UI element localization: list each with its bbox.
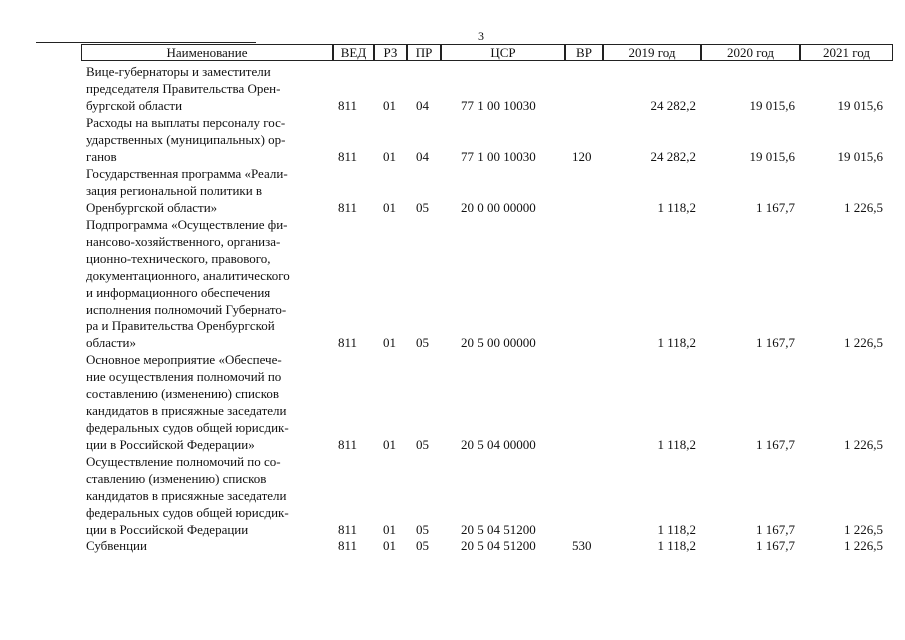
header-name: Наименование — [81, 44, 333, 61]
row-ved: 811 — [338, 522, 358, 537]
row-csr: 20 5 00 00000 — [461, 335, 536, 350]
row-2019: 1 118,2 — [657, 437, 696, 452]
row-2019: 1 118,2 — [657, 522, 696, 537]
row-ved: 811 — [338, 437, 358, 452]
header-rz: РЗ — [374, 44, 407, 61]
row-2019: 1 118,2 — [657, 335, 696, 350]
row-pr: 05 — [416, 437, 429, 452]
row-rz: 01 — [383, 538, 396, 553]
row-2021: 1 226,5 — [844, 335, 883, 350]
row-2020: 1 167,7 — [756, 200, 795, 215]
row-2021: 1 226,5 — [844, 538, 883, 553]
row-rz: 01 — [383, 335, 396, 350]
row-name: Государственная программа «Реали- зация региональной политики в Оренбургской области» — [86, 166, 288, 215]
row-2020: 1 167,7 — [756, 538, 795, 553]
row-2021: 1 226,5 — [844, 437, 883, 452]
row-2019: 24 282,2 — [650, 98, 696, 113]
row-2020: 1 167,7 — [756, 437, 795, 452]
header-2021: 2021 год — [800, 44, 893, 61]
row-ved: 811 — [338, 335, 358, 350]
row-rz: 01 — [383, 98, 396, 113]
row-2021: 19 015,6 — [837, 98, 883, 113]
row-pr: 05 — [416, 335, 429, 350]
row-2021: 19 015,6 — [837, 149, 883, 164]
row-2020: 1 167,7 — [756, 522, 795, 537]
row-2019: 24 282,2 — [650, 149, 696, 164]
row-name: Расходы на выплаты персоналу гос- ударственных (муниципальных) ор- ганов — [86, 115, 286, 164]
row-2020: 1 167,7 — [756, 335, 795, 350]
row-name: Основное мероприятие «Обеспече- ние осуществления полномочий по составлению (изменению) списков кандидатов в присяжные заседатели федеральных судов общей юрисдик- ции в Российской Федерации» — [86, 352, 289, 452]
row-ved: 811 — [338, 149, 358, 164]
header-2019: 2019 год — [603, 44, 701, 61]
row-2019: 1 118,2 — [657, 538, 696, 553]
row-pr: 04 — [416, 98, 429, 113]
page-number: 3 — [478, 29, 484, 43]
row-2020: 19 015,6 — [749, 98, 795, 113]
row-2020: 19 015,6 — [749, 149, 795, 164]
header-vr: ВР — [565, 44, 603, 61]
row-2021: 1 226,5 — [844, 200, 883, 215]
row-pr: 05 — [416, 538, 429, 553]
header-ved: ВЕД — [333, 44, 374, 61]
row-name: Осуществление полномочий по со- ставлению (изменению) списков кандидатов в присяжные заседатели федеральных судов общей юрисдик- ции в Российской Федерации — [86, 454, 289, 537]
row-name: Вице-губернаторы и заместители председателя Правительства Орен- бургской области — [86, 64, 281, 113]
header-top-rule — [36, 42, 256, 43]
row-csr: 77 1 00 10030 — [461, 98, 536, 113]
row-csr: 20 5 04 51200 — [461, 538, 536, 553]
row-rz: 01 — [383, 149, 396, 164]
row-rz: 01 — [383, 522, 396, 537]
header-csr: ЦСР — [441, 44, 565, 61]
header-pr: ПР — [407, 44, 441, 61]
row-vr: 120 — [572, 149, 592, 164]
row-2019: 1 118,2 — [657, 200, 696, 215]
row-pr: 05 — [416, 522, 429, 537]
row-csr: 20 0 00 00000 — [461, 200, 536, 215]
row-rz: 01 — [383, 200, 396, 215]
row-csr: 20 5 04 51200 — [461, 522, 536, 537]
row-csr: 77 1 00 10030 — [461, 149, 536, 164]
row-name: Подпрограмма «Осуществление фи- нансово-хозяйственного, организа- ционно-технического, правового, документационного, аналитического и информационного обеспечения исполнения полномочий Губернато- ра и Правительства Оренбургской области» — [86, 217, 290, 351]
row-pr: 04 — [416, 149, 429, 164]
header-2020: 2020 год — [701, 44, 800, 61]
row-pr: 05 — [416, 200, 429, 215]
row-ved: 811 — [338, 98, 358, 113]
row-2021: 1 226,5 — [844, 522, 883, 537]
row-ved: 811 — [338, 200, 358, 215]
row-name: Субвенции — [86, 538, 147, 553]
row-csr: 20 5 04 00000 — [461, 437, 536, 452]
row-vr: 530 — [572, 538, 592, 553]
row-rz: 01 — [383, 437, 396, 452]
row-ved: 811 — [338, 538, 358, 553]
